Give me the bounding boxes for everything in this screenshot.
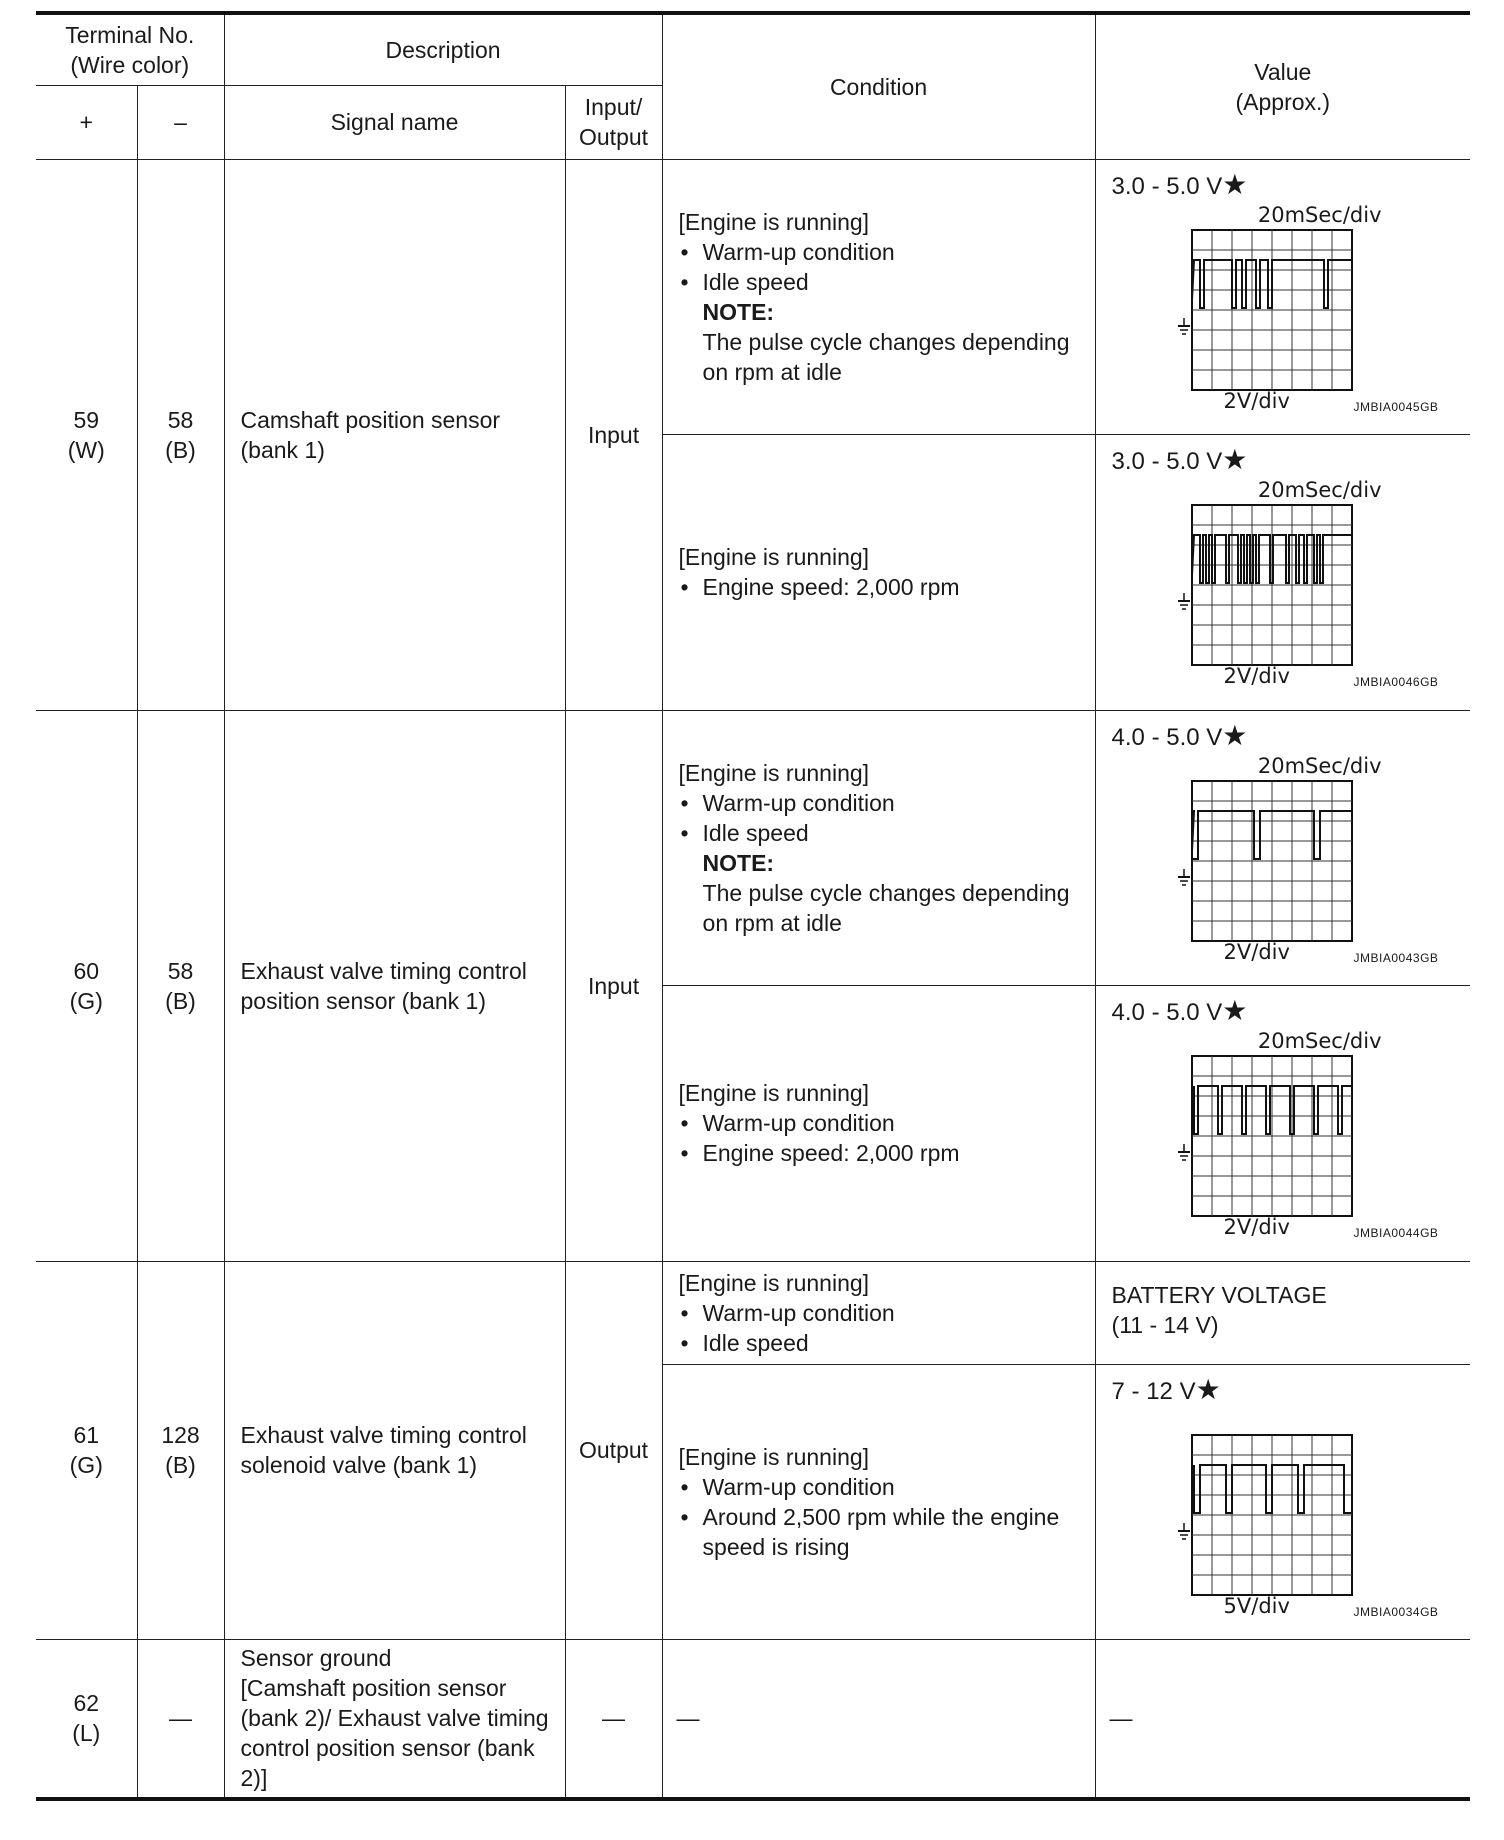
terminal-minus-cell: — (137, 1639, 224, 1799)
header-terminal-no (36, 13, 224, 85)
wire-color: (B) (165, 436, 196, 463)
star-icon: ★ (1195, 1373, 1221, 1405)
ground-icon (1178, 318, 1190, 334)
terminal-number: 58 (167, 406, 194, 433)
note-text: on rpm at idle (702, 909, 842, 936)
terminal-number: 61 (73, 1422, 100, 1448)
value-text (1112, 721, 1248, 753)
condition-bullet: • Idle speed (679, 818, 1087, 848)
header-plus: + (36, 85, 137, 159)
ground-icon (1178, 869, 1190, 885)
header-approx-label: (Approx.) (1235, 88, 1331, 115)
table-row (36, 159, 1470, 434)
wire-color: (L) (72, 1720, 101, 1747)
condition-list (679, 1108, 1087, 1168)
header-minus: – (137, 85, 224, 159)
condition-cell (662, 159, 1095, 434)
timebase-label: 20mSec/div (1257, 1028, 1382, 1053)
waveform-graph (1156, 228, 1356, 398)
header-output-label: Output (579, 124, 649, 150)
condition-bullet: • Engine speed: 2,000 rpm (679, 1138, 1087, 1168)
figure-code: JMBIA0043GB (1353, 950, 1439, 965)
terminal-number: 128 (161, 1422, 200, 1448)
condition-head: [Engine is running] (678, 1443, 870, 1470)
value-line: BATTERY VOLTAGE (1111, 1281, 1327, 1308)
star-icon: ★ (1222, 168, 1248, 200)
value-range: 4.0 - 5.0 V (1111, 998, 1223, 1026)
volts-per-div-label: 2V/div (1223, 1214, 1290, 1239)
condition-bullet: • Around 2,500 rpm while the engine (679, 1502, 1087, 1532)
condition-cell (662, 1261, 1095, 1364)
value-cell (1095, 985, 1470, 1261)
ground-icon (1178, 593, 1190, 609)
timebase-label: 20mSec/div (1257, 202, 1382, 227)
condition-cell: — (662, 1639, 1095, 1799)
battery-voltage-value (1112, 1280, 1327, 1340)
oscilloscope-waveform (1156, 1028, 1439, 1240)
value-range: 3.0 - 5.0 V (1111, 447, 1223, 475)
io-cell: Output (565, 1261, 662, 1639)
terminal-number: 59 (73, 406, 100, 433)
figure-code: JMBIA0044GB (1353, 1225, 1439, 1240)
volts-per-div-label: 2V/div (1223, 663, 1290, 688)
value-cell (1095, 159, 1470, 434)
waveform-graph (1156, 503, 1356, 673)
ground-icon (1178, 1523, 1190, 1539)
condition-cell (662, 985, 1095, 1261)
signal-name-cell (224, 1261, 565, 1639)
header-value (1095, 13, 1470, 159)
terminal-number: 58 (167, 957, 194, 984)
note-text: The pulse cycle changes depending (702, 328, 1070, 355)
condition-head: [Engine is running] (678, 1269, 870, 1296)
volts-per-div-label: 2V/div (1223, 939, 1290, 964)
star-icon: ★ (1222, 719, 1248, 751)
signal-name-line: (bank 2)/ Exhaust valve timing (240, 1705, 549, 1732)
condition-bullet: • Idle speed (679, 267, 1087, 297)
signal-name-line: position sensor (bank 1) (240, 987, 486, 1014)
terminal-number: 62 (73, 1690, 100, 1717)
signal-name-cell (224, 710, 565, 1261)
volts-per-div-label: 5V/div (1223, 1593, 1290, 1618)
note-heading: NOTE: (702, 849, 775, 876)
condition-bullet: • Warm-up condition (679, 788, 1087, 818)
signal-name-line: control position sensor (bank (240, 1735, 535, 1762)
table-row (36, 1639, 1470, 1799)
wire-color: (G) (69, 1452, 103, 1478)
condition-list (679, 1472, 1087, 1532)
table-row (36, 710, 1470, 985)
signal-name-line: Exhaust valve timing control (240, 1422, 527, 1448)
header-description: Description (224, 13, 662, 85)
value-text (1112, 1375, 1221, 1407)
volts-per-div-label: 2V/div (1223, 388, 1290, 413)
condition-cell (662, 1364, 1095, 1639)
signal-name-line: 2)] (240, 1765, 268, 1792)
waveform-graph (1156, 1433, 1356, 1603)
condition-head: [Engine is running] (678, 759, 870, 786)
terminal-plus-cell (36, 710, 137, 1261)
wire-color: (W) (67, 436, 105, 463)
condition-head: [Engine is running] (678, 1080, 870, 1106)
condition-bullet: • Warm-up condition (679, 1108, 1087, 1138)
condition-cell (662, 710, 1095, 985)
value-cell: — (1095, 1639, 1470, 1799)
timebase-label: 20mSec/div (1257, 753, 1382, 778)
oscilloscope-waveform (1156, 477, 1439, 689)
figure-code: JMBIA0045GB (1353, 399, 1439, 414)
signal-name-line: Camshaft position sensor (240, 406, 501, 433)
condition-cell (662, 434, 1095, 710)
waveform-graph (1156, 779, 1356, 949)
star-icon: ★ (1222, 443, 1248, 475)
value-cell (1095, 1364, 1470, 1639)
value-text (1112, 445, 1248, 477)
waveform-graph (1156, 1054, 1356, 1224)
waveform-trace (1192, 535, 1352, 583)
header-terminal-label: Terminal No. (65, 21, 195, 48)
io-cell: — (565, 1639, 662, 1799)
terminal-number: 60 (73, 957, 100, 984)
header-value-label: Value (1254, 58, 1312, 85)
note-text: The pulse cycle changes depending (702, 879, 1070, 906)
condition-bullet: • Engine speed: 2,000 rpm (679, 572, 1087, 602)
condition-head: [Engine is running] (678, 544, 870, 570)
terminal-plus-cell (36, 1639, 137, 1799)
condition-list (679, 1298, 1087, 1358)
oscilloscope-waveform (1156, 1409, 1439, 1619)
oscilloscope-waveform (1156, 753, 1439, 965)
terminal-minus-cell (137, 1261, 224, 1639)
waveform-trace (1192, 260, 1352, 308)
header-wire-color-label: (Wire color) (70, 51, 190, 78)
value-range: 7 - 12 V (1111, 1377, 1196, 1405)
timebase-label: 20mSec/div (1257, 477, 1382, 502)
wire-color: (B) (165, 987, 196, 1014)
signal-name-line: (bank 1) (240, 436, 325, 463)
ground-icon (1178, 1144, 1190, 1160)
signal-name-line: Exhaust valve timing control (240, 957, 527, 984)
waveform-trace (1192, 1465, 1352, 1513)
header-signal-name: Signal name (224, 85, 565, 159)
value-cell (1095, 710, 1470, 985)
condition-bullet: • Idle speed (679, 1328, 1087, 1358)
header-input-output (565, 85, 662, 159)
wire-color: (G) (69, 987, 103, 1014)
figure-code: JMBIA0046GB (1353, 674, 1439, 689)
note-text: on rpm at idle (702, 358, 842, 385)
condition-bullet: • Warm-up condition (679, 237, 1087, 267)
header-input-label: Input/ (584, 94, 643, 120)
condition-bullet: • Warm-up condition (679, 1298, 1087, 1328)
signal-name-line: solenoid valve (bank 1) (240, 1452, 478, 1478)
condition-bullet-continuation: speed is rising (702, 1533, 850, 1560)
io-cell: Input (565, 710, 662, 1261)
terminal-plus-cell (36, 1261, 137, 1639)
io-cell: Input (565, 159, 662, 710)
condition-bullet: • Warm-up condition (679, 1472, 1087, 1502)
signal-name-line: Sensor ground (240, 1645, 392, 1672)
signal-name-cell (224, 1639, 565, 1799)
table-row (36, 1261, 1470, 1364)
value-range: 3.0 - 5.0 V (1111, 172, 1223, 200)
condition-list (679, 788, 1087, 848)
terminal-plus-cell (36, 159, 137, 710)
value-cell (1095, 1261, 1470, 1364)
value-text (1112, 170, 1248, 202)
terminal-minus-cell (137, 159, 224, 710)
oscilloscope-waveform (1156, 202, 1439, 414)
wire-color: (B) (165, 1452, 196, 1478)
value-cell (1095, 434, 1470, 710)
terminal-spec-table (36, 11, 1470, 1801)
header-condition: Condition (662, 13, 1095, 159)
signal-name-cell (224, 159, 565, 710)
condition-list (679, 572, 1087, 602)
condition-head: [Engine is running] (678, 208, 870, 235)
value-range: 4.0 - 5.0 V (1111, 723, 1223, 751)
note-heading: NOTE: (702, 298, 775, 325)
value-text (1112, 996, 1248, 1028)
condition-list (679, 237, 1087, 297)
figure-code: JMBIA0034GB (1353, 1604, 1439, 1619)
star-icon: ★ (1222, 994, 1248, 1026)
terminal-minus-cell (137, 710, 224, 1261)
signal-name-line: [Camshaft position sensor (240, 1675, 507, 1702)
value-line: (11 - 14 V) (1111, 1311, 1219, 1338)
